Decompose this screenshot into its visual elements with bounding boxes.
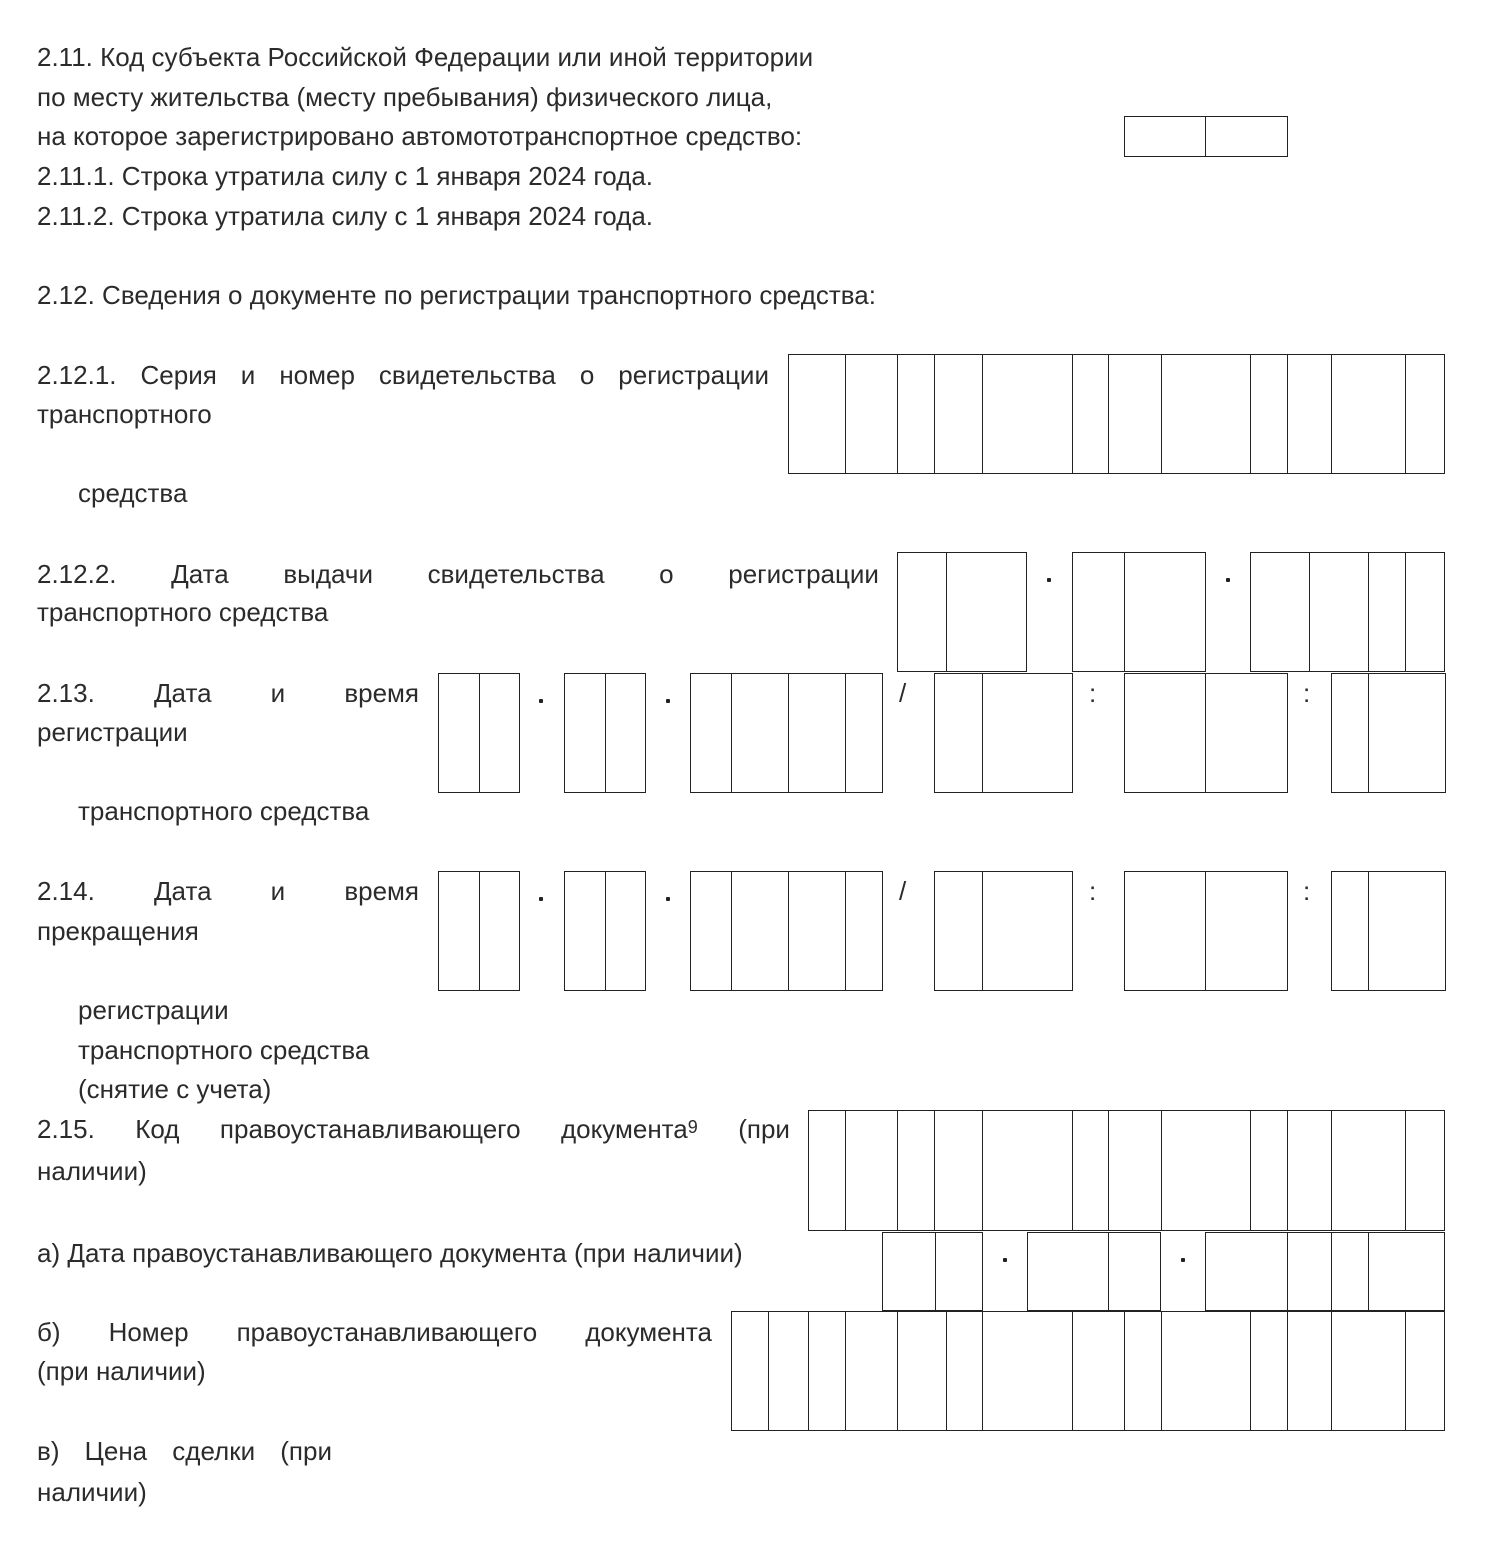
dereg-second-boxes [1331,871,1446,991]
input-cell[interactable] [1405,552,1445,672]
input-cell[interactable] [1124,552,1206,672]
input-cell[interactable] [1250,354,1287,474]
input-cell[interactable] [845,1110,897,1231]
input-cell[interactable] [479,871,520,991]
input-cell[interactable] [690,673,731,793]
s2112-line: 2.11.2. Строка утратила силу с 1 января 2024 года. [37,201,654,231]
word: 2.14. [37,876,95,906]
s2121-line1 [37,360,769,390]
s2122-line1 [37,559,879,589]
word: время [344,678,419,708]
reg-day-boxes [438,673,520,793]
word: и [240,360,256,390]
word: в) [37,1436,60,1466]
input-cell[interactable] [845,354,897,474]
input-cell[interactable] [1368,1232,1445,1311]
input-cell[interactable] [1124,871,1205,991]
input-cell[interactable] [1287,1110,1331,1231]
word: время [344,876,419,906]
input-cell[interactable] [1368,871,1446,991]
input-cell[interactable] [1309,552,1368,672]
time-colon: : [1303,876,1311,906]
s2121-line3: средства [78,478,188,508]
word: о [579,360,595,390]
word: (при [280,1436,332,1466]
dereg-month-boxes [564,871,646,991]
input-cell[interactable] [1368,552,1405,672]
input-cell[interactable] [982,1311,1072,1431]
footnote-marker[interactable]: 9 [687,1117,698,1137]
s213-line3: транспортного средства [78,796,370,826]
s214-line4: транспортного средства [78,1035,370,1065]
title-doc-number-boxes [731,1311,1445,1431]
word: регистрации [618,360,769,390]
word: о [659,559,674,589]
input-cell[interactable] [605,871,646,991]
s214-line3: регистрации [78,995,229,1025]
s2121-line2: транспортного [37,399,212,429]
input-cell[interactable] [1205,1232,1287,1311]
input-cell[interactable] [768,1311,808,1431]
input-cell[interactable] [479,673,520,793]
dereg-year-boxes [690,871,883,991]
input-cell[interactable] [1072,1110,1108,1231]
time-colon: : [1089,876,1097,906]
word: Дата [153,678,212,708]
dereg-hour-boxes [934,871,1073,991]
input-cell[interactable] [897,1311,946,1431]
input-cell[interactable] [1027,1232,1108,1311]
input-cell[interactable] [982,1110,1072,1231]
input-cell[interactable] [982,673,1073,793]
input-cell[interactable] [438,871,479,991]
s2122-line2: транспортного средства [37,597,329,627]
input-cell[interactable] [1205,673,1288,793]
s215v-line2: наличии) [37,1477,147,1507]
input-cell[interactable] [808,1110,845,1231]
word: Цена [84,1436,148,1466]
s211-line1: 2.11. Код субъекта Российской Федерации или иной территории [37,42,814,72]
input-cell[interactable] [934,1110,982,1231]
time-colon: : [1089,678,1097,708]
input-cell[interactable] [897,552,946,672]
cert-date-month-boxes [1072,552,1206,672]
cert-date-day-boxes [897,552,1027,672]
input-cell[interactable] [845,673,883,793]
date-dot [539,699,543,703]
s214-line2: прекращения [37,916,199,946]
reg-month-boxes [564,673,646,793]
word: документа [560,1114,688,1144]
word: б) [37,1317,61,1347]
input-cell[interactable] [788,871,845,991]
input-cell[interactable] [934,673,982,793]
input-cell[interactable] [1124,116,1205,157]
word: документа [585,1317,712,1347]
input-cell[interactable] [1108,354,1161,474]
input-cell[interactable] [788,673,845,793]
input-cell[interactable] [1124,1311,1161,1431]
input-cell[interactable] [1287,1232,1331,1311]
input-cell[interactable] [935,1232,983,1311]
s2111-line: 2.11.1. Строка утратила силу с 1 января 2024 года. [37,161,654,191]
input-cell[interactable] [1108,1110,1161,1231]
input-cell[interactable] [564,871,605,991]
date-time-slash: / [899,678,907,708]
input-cell[interactable] [1405,1110,1445,1231]
reg-minute-boxes [1124,673,1288,793]
s214-line1 [37,876,419,906]
doc-word-with-footnote [561,1114,698,1144]
reg-second-boxes [1331,673,1446,793]
input-cell[interactable] [982,354,1072,474]
input-cell[interactable] [788,354,845,474]
input-cell[interactable] [1072,1311,1124,1431]
input-cell[interactable] [1205,871,1288,991]
input-cell[interactable] [1331,673,1368,793]
title-doc-date-month-boxes [1027,1232,1161,1311]
word: правоустанавливающего [219,1114,521,1144]
date-dot [666,897,670,901]
input-cell[interactable] [982,871,1073,991]
s211-line3: на которое зарегистрировано автомототранспортное средство: [37,121,803,151]
s212-heading: 2.12. Сведения о документе по регистрации транспортного средства: [37,280,876,310]
input-cell[interactable] [1072,354,1108,474]
input-cell[interactable] [934,354,982,474]
title-doc-date-day-boxes [882,1232,983,1311]
word: номер [279,360,355,390]
dereg-minute-boxes [1124,871,1288,991]
dereg-day-boxes [438,871,520,991]
input-cell[interactable] [1331,871,1368,991]
input-cell[interactable] [564,673,605,793]
input-cell[interactable] [690,871,731,991]
input-cell[interactable] [1287,354,1331,474]
s215-line1 [37,1114,790,1144]
input-cell[interactable] [1161,1110,1250,1231]
input-cell[interactable] [1108,1232,1161,1311]
word: сделки [172,1436,256,1466]
word: правоустанавливающего [236,1317,538,1347]
input-cell[interactable] [1368,673,1446,793]
input-cell[interactable] [946,552,1027,672]
input-cell[interactable] [1205,116,1288,157]
input-cell[interactable] [1405,354,1445,474]
date-dot [1003,1258,1007,1262]
word: Код [135,1114,180,1144]
date-dot [1226,578,1230,582]
word: регистрации [728,559,879,589]
word: и [270,876,286,906]
word: свидетельства [427,559,605,589]
input-cell[interactable] [1287,1311,1331,1431]
input-cell[interactable] [1250,552,1309,672]
input-cell[interactable] [1161,354,1250,474]
input-cell[interactable] [438,673,479,793]
input-cell[interactable] [845,1311,897,1431]
input-cell[interactable] [1250,1311,1287,1431]
date-time-slash: / [899,876,907,906]
input-cell[interactable] [946,1311,982,1431]
input-cell[interactable] [1161,1311,1250,1431]
word: 2.15. [37,1114,95,1144]
s215v-line1 [37,1436,332,1466]
date-dot [539,897,543,901]
s215b-line2: (при наличии) [37,1356,206,1386]
input-cell[interactable] [808,1311,845,1431]
word: 2.13. [37,678,95,708]
s213-line1 [37,678,419,708]
s211-line2: по месту жительства (месту пребывания) физического лица, [37,82,773,112]
input-cell[interactable] [731,1311,768,1431]
s215-line2: наличии) [37,1156,147,1186]
input-cell[interactable] [1072,552,1124,672]
s214-line5: (снятие с учета) [78,1074,272,1104]
s215a-line: а) Дата правоустанавливающего документа (при наличии) [37,1238,743,1268]
reg-year-boxes [690,673,883,793]
cert-date-year-boxes [1250,552,1445,672]
certificate-number-boxes [788,354,1445,474]
input-cell[interactable] [1331,1110,1405,1231]
input-cell[interactable] [605,673,646,793]
reg-hour-boxes [934,673,1073,793]
word: свидетельства [378,360,556,390]
input-cell[interactable] [1331,1232,1368,1311]
input-cell[interactable] [934,871,982,991]
word: 2.12.1. [37,360,117,390]
word: Дата [171,559,229,589]
input-cell[interactable] [845,871,883,991]
input-cell[interactable] [1405,1311,1445,1431]
title-doc-code-boxes [808,1110,1445,1231]
word: Серия [140,360,217,390]
input-cell[interactable] [731,871,788,991]
input-cell[interactable] [1331,1311,1405,1431]
input-cell[interactable] [1250,1110,1287,1231]
input-cell[interactable] [897,354,934,474]
word: Номер [108,1317,189,1347]
date-dot [666,699,670,703]
input-cell[interactable] [897,1110,934,1231]
input-cell[interactable] [882,1232,935,1311]
s213-line2: регистрации [37,717,188,747]
word: выдачи [283,559,373,589]
word: и [270,678,286,708]
date-dot [1181,1258,1185,1262]
word: Дата [153,876,212,906]
date-dot [1047,578,1051,582]
time-colon: : [1303,678,1311,708]
title-doc-date-year-boxes [1205,1232,1445,1311]
input-cell[interactable] [731,673,788,793]
region-code-boxes [1124,116,1288,157]
word: (при [738,1114,790,1144]
input-cell[interactable] [1331,354,1405,474]
input-cell[interactable] [1124,673,1205,793]
word: 2.12.2. [37,559,117,589]
s215b-line1 [37,1317,712,1347]
